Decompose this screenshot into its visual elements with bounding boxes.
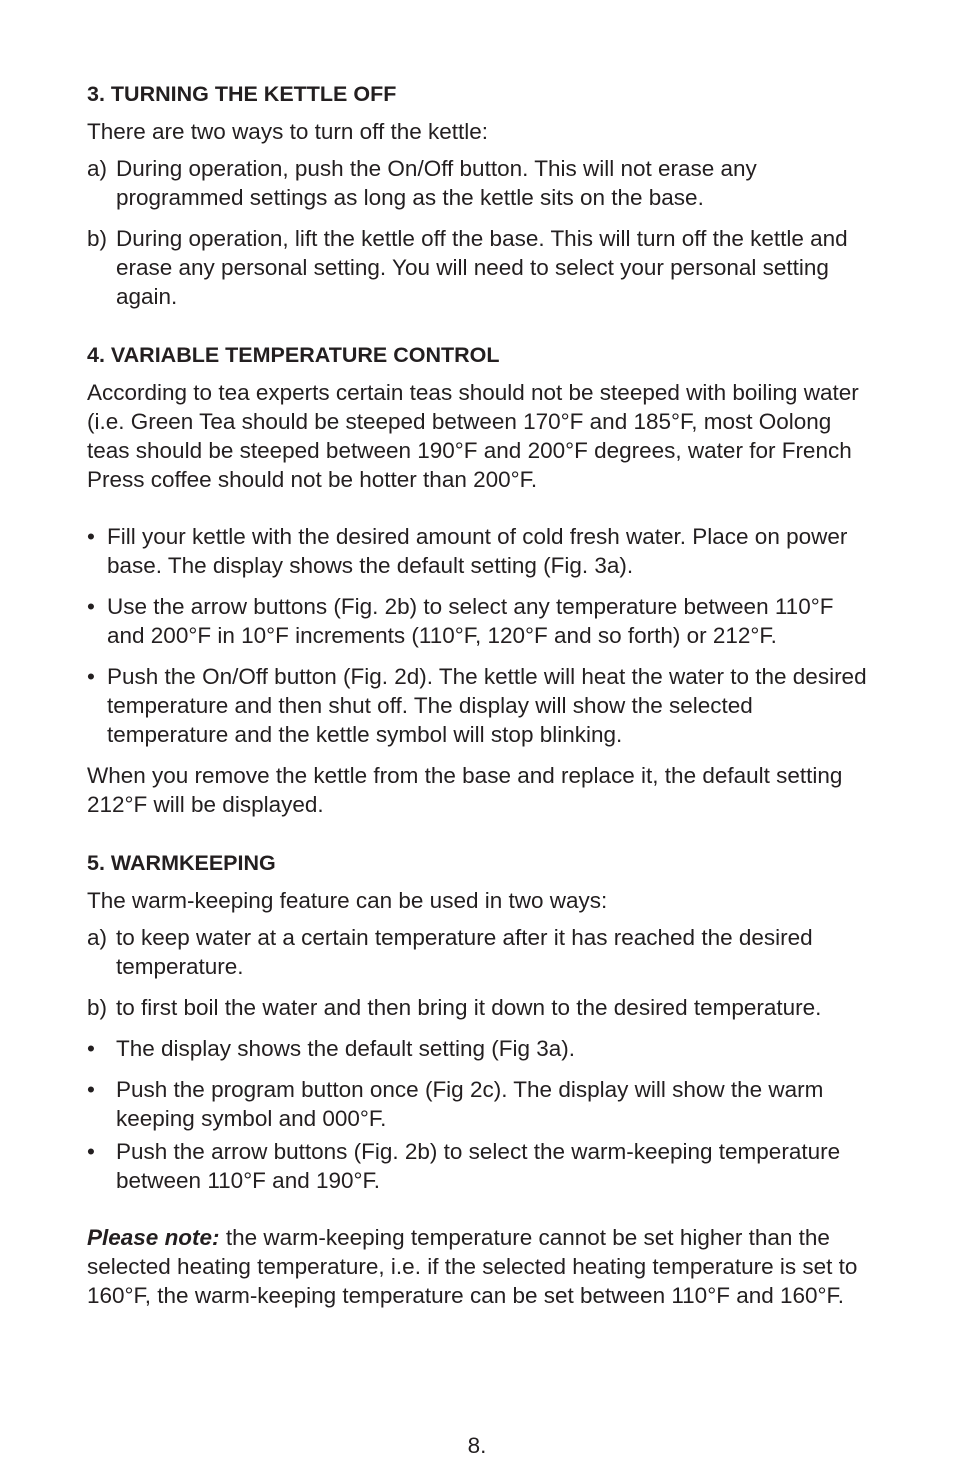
list-item	[87, 662, 877, 749]
list-item	[87, 1137, 877, 1195]
section-outro: When you remove the kettle from the base and replace it, the default setting 212°F will be displayed.	[87, 763, 843, 817]
bullet-icon: •	[87, 1077, 95, 1102]
list-marker: a)	[87, 156, 108, 181]
please-note-paragraph	[87, 1223, 877, 1310]
list-item-text: During operation, lift the kettle off the base. This will turn off the kettle and erase any personal setting. You will need to select your personal setting again.	[116, 226, 848, 309]
list-item-text: Fill your kettle with the desired amount of cold fresh water. Place on power base. The display shows the default setting (Fig. 3a).	[107, 524, 848, 578]
section-warmkeeping	[87, 849, 877, 1310]
list-item-text: to first boil the water and then bring it down to the desired temperature.	[116, 995, 822, 1020]
note-label: Please note:	[87, 1225, 220, 1250]
list-item	[87, 592, 877, 650]
list-item	[87, 923, 877, 981]
list-item-text: During operation, push the On/Off button. This will not erase any programmed settings as long as the kettle sits on the base.	[116, 156, 757, 210]
list-marker: a)	[87, 925, 108, 950]
list-item	[87, 1075, 877, 1133]
list-marker: b)	[87, 995, 108, 1020]
list-item-text: Push the program button once (Fig 2c). The display will show the warm keeping symbol and 000°F.	[116, 1077, 824, 1131]
list-item-text: to keep water at a certain temperature after it has reached the desired temperature.	[116, 925, 813, 979]
note-text: the warm-keeping temperature cannot be set higher than the selected heating temperature, i.e. if the selected heating temperature is set to 160°F, the warm-keeping temperature can be set between 110°F and 160°F.	[87, 1225, 858, 1308]
list-item	[87, 522, 877, 580]
list-item-text: Push the On/Off button (Fig. 2d). The kettle will heat the water to the desired temperature and then shut off. The display will show the selected temperature and the kettle symbol will stop blinking.	[107, 664, 867, 747]
section-heading: 4. VARIABLE TEMPERATURE CONTROL	[87, 343, 500, 367]
list-marker: b)	[87, 226, 108, 251]
page-number: 8.	[467, 1433, 487, 1458]
bullet-icon: •	[87, 1036, 95, 1061]
list-item	[87, 1034, 877, 1063]
section-intro: According to tea experts certain teas should not be steeped with boiling water (i.e. Green Tea should be steeped between 170°F and 185°F, most Oolong teas should be steeped between 190°F and 200°F degrees, water for French Press coffee should not be hotter than 200°F.	[87, 380, 859, 492]
bullet-icon: •	[87, 594, 95, 619]
list-item	[87, 154, 877, 212]
list-item-text: The display shows the default setting (Fig 3a).	[116, 1036, 575, 1061]
section-heading: 5. WARMKEEPING	[87, 851, 276, 875]
section-variable-temperature	[87, 341, 877, 819]
bullet-icon: •	[87, 1139, 95, 1164]
manual-page	[87, 80, 877, 1310]
section-intro: The warm-keeping feature can be used in two ways:	[87, 888, 608, 913]
list-item-text: Use the arrow buttons (Fig. 2b) to select any temperature between 110°F and 200°F in 10°F increments (110°F, 120°F and so forth) or 212°F.	[107, 594, 834, 648]
section-turning-off	[87, 80, 877, 311]
bullet-icon: •	[87, 524, 95, 549]
bullet-icon: •	[87, 664, 95, 689]
section-heading: 3. TURNING THE KETTLE OFF	[87, 82, 397, 106]
list-item	[87, 993, 877, 1022]
list-item-text: Push the arrow buttons (Fig. 2b) to select the warm-keeping temperature between 110°F and 190°F.	[116, 1139, 841, 1193]
list-item	[87, 224, 877, 311]
section-intro: There are two ways to turn off the kettle:	[87, 119, 489, 144]
